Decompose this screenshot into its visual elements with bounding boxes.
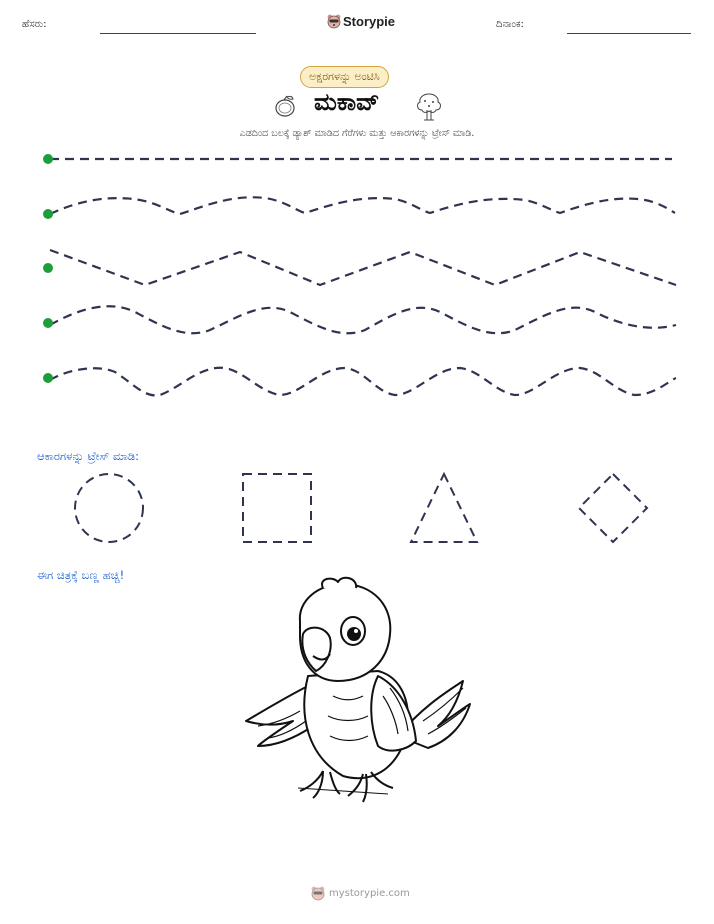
brand-name: Storypie — [343, 14, 396, 29]
trace-square — [243, 474, 311, 542]
tracing-lines — [0, 140, 714, 400]
shapes-heading: ಆಕಾರಗಳನ್ನು ಟ್ರೇಸ್ ಮಾಡಿ: — [37, 449, 140, 463]
start-dot — [43, 154, 53, 164]
worksheet-title: ಮಕಾವ್ — [314, 88, 380, 116]
shape-tracing-area — [0, 468, 714, 548]
start-dot — [43, 263, 53, 273]
name-line[interactable] — [100, 33, 256, 34]
zigzag-trace-line — [50, 250, 676, 285]
footer-url[interactable]: mystorypie.com — [329, 888, 410, 899]
storypie-logo-icon — [326, 13, 342, 29]
start-dot — [43, 209, 53, 219]
name-label: ಹೆಸರು: — [22, 19, 47, 30]
date-line[interactable] — [567, 33, 691, 34]
trace-circle — [75, 474, 143, 542]
mango-icon — [272, 94, 298, 120]
wave-trace-line-3 — [50, 368, 676, 396]
wave-trace-line-1 — [50, 197, 675, 214]
footer-logo-icon — [310, 885, 326, 901]
macaw-coloring-image[interactable] — [238, 576, 474, 810]
trace-letters-badge: ಅಕ್ಷರಗಳನ್ನು ಅಂಟಿಸಿ — [300, 66, 389, 88]
start-dot — [43, 373, 53, 383]
wave-trace-line-2 — [50, 306, 676, 333]
color-heading: ಈಗ ಚಿತ್ರಕ್ಕೆ ಬಣ್ಣ ಹಚ್ಚಿ! — [37, 568, 125, 582]
instruction-text: ಎಡದಿಂದ ಬಲಕ್ಕೆ ಡ್ಯಾಶ್ ಮಾಡಿದ ಗೆರೆಗಳು ಮತ್ತು ಆಕಾರಗಳನ್ನು ಟ್ರೇಸ್ ಮಾಡಿ. — [239, 128, 475, 139]
tree-icon — [414, 90, 444, 122]
trace-diamond — [579, 474, 647, 542]
start-dot — [43, 318, 53, 328]
date-label: ದಿನಾಂಕ: — [496, 19, 524, 30]
trace-triangle — [411, 474, 477, 542]
